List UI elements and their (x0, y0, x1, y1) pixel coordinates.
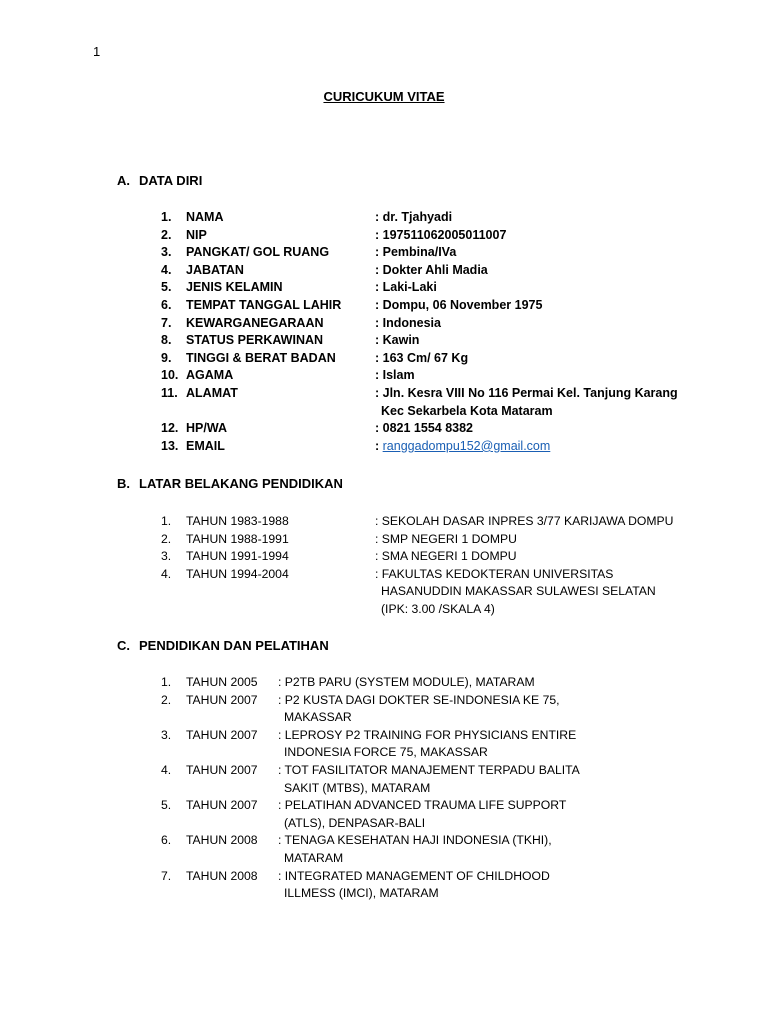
item-label: TAHUN 2008 (186, 833, 258, 848)
item-value-line: : SMA NEGERI 1 DOMPU (375, 549, 517, 563)
item-label: TAHUN 1991-1994 (186, 549, 289, 563)
item-value-line: HASANUDDIN MAKASSAR SULAWESI SELATAN (381, 584, 656, 598)
item-label: TAHUN 2007 (186, 763, 258, 777)
item-value (278, 692, 560, 727)
section-title: LATAR BELAKANG PENDIDIKAN (139, 476, 343, 491)
document-title: CURICUKUM VITAE (323, 89, 445, 104)
item-label: PANGKAT/ GOL RUANG (186, 245, 330, 260)
item-value-line: : TENAGA KESEHATAN HAJI INDONESIA (TKHI), (278, 833, 552, 848)
item-number: 6. (161, 833, 172, 848)
item-number: 11. (161, 386, 178, 400)
item-value-line: Kec Sekarbela Kota Mataram (381, 403, 553, 418)
item-label: ALAMAT (186, 386, 238, 400)
item-number: 4. (161, 763, 172, 777)
section-b-heading (117, 476, 343, 491)
item-value (278, 727, 576, 762)
item-value-line: : Dompu, 06 November 1975 (375, 298, 543, 312)
section-c-heading (117, 638, 329, 653)
item-value-line: : Dokter Ahli Madia (375, 262, 488, 277)
item-value (375, 367, 415, 385)
item-label: TAHUN 1994-2004 (186, 566, 289, 581)
section-title: DATA DIRI (139, 173, 203, 188)
item-value (375, 566, 656, 619)
item-value-prefix: : (375, 438, 383, 453)
item-value-line: : P2 KUSTA DAGI DOKTER SE-INDONESIA KE 75, (278, 692, 560, 707)
item-value-line: SAKIT (MTBS), MATARAM (284, 780, 431, 795)
item-value-line: : SEKOLAH DASAR INPRES 3/77 KARIJAWA DOMPU (375, 514, 674, 528)
item-value-line: : FAKULTAS KEDOKTERAN UNIVERSITAS (375, 566, 614, 581)
item-value (375, 227, 506, 245)
item-value (375, 438, 550, 456)
item-number: 12. (161, 421, 179, 436)
item-value-line: INDONESIA FORCE 75, MAKASSAR (284, 745, 488, 760)
item-value-line: : Pembina/IVa (375, 245, 457, 260)
item-label: TINGGI & BERAT BADAN (186, 350, 336, 365)
item-value (375, 385, 678, 420)
item-value (375, 420, 473, 438)
item-value-line: : dr. Tjahyadi (375, 210, 453, 224)
item-number: 7. (161, 868, 172, 883)
item-label: TAHUN 2005 (186, 675, 258, 689)
item-value-line: : Kawin (375, 333, 420, 348)
item-value (375, 332, 419, 350)
item-value-line: : Islam (375, 368, 415, 383)
item-number: 4. (161, 566, 172, 581)
item-value (278, 674, 535, 692)
item-value-line: (ATLS), DENPASAR-BALI (284, 815, 426, 830)
item-number: 2. (161, 531, 172, 546)
item-value-line: : SMP NEGERI 1 DOMPU (375, 531, 517, 546)
item-value-line: : 163 Cm/ 67 Kg (375, 350, 469, 365)
item-value (375, 350, 468, 368)
item-value (375, 279, 437, 297)
item-value-line: (IPK: 3.00 /SKALA 4) (381, 601, 495, 616)
item-number: 3. (161, 727, 172, 742)
item-value (375, 209, 452, 227)
item-value-line: : LEPROSY P2 TRAINING FOR PHYSICIANS ENTIRE (278, 727, 577, 742)
item-value (278, 762, 580, 797)
item-value (375, 297, 542, 315)
item-label: TAHUN 2008 (186, 868, 258, 883)
item-label: NAMA (186, 210, 224, 224)
item-number: 5. (161, 280, 172, 295)
item-value (375, 315, 441, 333)
item-value (375, 244, 456, 262)
item-number: 3. (161, 549, 172, 563)
item-value-line: : P2TB PARU (SYSTEM MODULE), MATARAM (278, 675, 535, 689)
email-link[interactable]: ranggadompu152@gmail.com (382, 438, 551, 453)
item-number: 8. (161, 333, 172, 348)
item-value (278, 797, 566, 832)
item-label: NIP (186, 227, 207, 242)
item-number: 9. (161, 350, 172, 365)
item-label: TEMPAT TANGGAL LAHIR (186, 298, 342, 312)
item-value-line: ILLMESS (IMCI), MATARAM (284, 886, 439, 901)
page-number: 1 (93, 44, 101, 59)
item-value-line: : Laki-Laki (375, 280, 437, 295)
item-number: 13. (161, 438, 179, 453)
item-value-line: : TOT FASILITATOR MANAJEMENT TERPADU BALITA (278, 763, 580, 777)
item-label: EMAIL (186, 438, 225, 453)
item-label: STATUS PERKAWINAN (186, 333, 324, 348)
item-number: 6. (161, 298, 172, 312)
item-value-line: MATARAM (284, 850, 344, 865)
item-number: 7. (161, 315, 172, 330)
item-label: TAHUN 1988-1991 (186, 531, 289, 546)
item-value-line: : 197511062005011007 (375, 227, 507, 242)
section-letter: B. (117, 476, 130, 491)
item-value-line: : Jln. Kesra VIII No 116 Permai Kel. Tanjung Karang (375, 386, 678, 400)
item-label: TAHUN 2007 (186, 692, 258, 707)
section-letter: C. (117, 638, 130, 653)
item-number: 3. (161, 245, 172, 260)
item-label: TAHUN 1983-1988 (186, 514, 289, 528)
item-number: 1. (161, 675, 172, 689)
item-number: 4. (161, 262, 172, 277)
item-value (375, 531, 517, 549)
item-value (278, 832, 552, 867)
item-number: 2. (161, 692, 172, 707)
item-value (375, 262, 488, 280)
item-label: TAHUN 2007 (186, 798, 258, 813)
item-number: 2. (161, 227, 172, 242)
item-value-line: MAKASSAR (284, 710, 352, 725)
section-a-heading (117, 173, 202, 188)
item-label: AGAMA (186, 368, 234, 383)
item-value (375, 513, 673, 531)
item-number: 5. (161, 798, 172, 813)
item-number: 10. (161, 368, 179, 383)
section-title: PENDIDIKAN DAN PELATIHAN (139, 638, 329, 653)
item-label: JABATAN (186, 262, 244, 277)
item-value (278, 868, 550, 903)
item-label: KEWARGANEGARAAN (186, 315, 324, 330)
item-number: 1. (161, 514, 172, 528)
item-label: HP/WA (186, 421, 227, 436)
item-value-line: : INTEGRATED MANAGEMENT OF CHILDHOOD (278, 868, 550, 883)
item-value (375, 548, 517, 566)
section-letter: A. (117, 173, 130, 188)
item-value-line: : PELATIHAN ADVANCED TRAUMA LIFE SUPPORT (278, 798, 567, 813)
item-label: TAHUN 2007 (186, 727, 258, 742)
item-number: 1. (161, 210, 172, 224)
item-value-line: : Indonesia (375, 315, 441, 330)
item-label: JENIS KELAMIN (186, 280, 283, 295)
item-value-line: : 0821 1554 8382 (375, 421, 474, 436)
